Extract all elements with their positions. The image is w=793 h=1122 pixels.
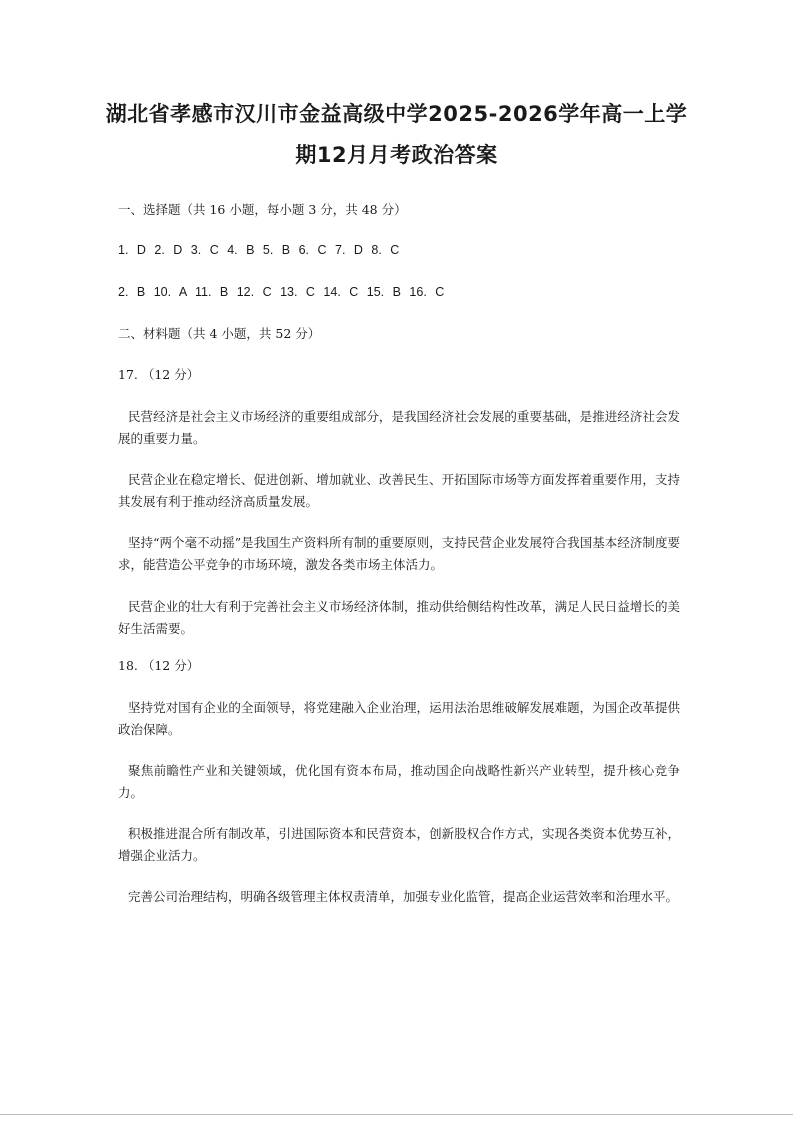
q17-label: 17. （12 分） bbox=[118, 367, 200, 382]
q17-paragraph-4: 民营企业的壮大有利于完善社会主义市场经济体制，推动供给侧结构性改革，满足人民日益增长的美好生活需要。 bbox=[118, 599, 680, 636]
section1-heading: 一、选择题（共 16 小题，每小题 3 分，共 48 分） bbox=[118, 202, 407, 217]
q17-paragraph-3: 坚持“两个毫不动摇”是我国生产资料所有制的重要原则，支持民营企业发展符合我国基本经济制度要求，能营造公平竞争的市场环境，激发各类市场主体活力。 bbox=[118, 535, 680, 572]
q18-paragraph-4: 完善公司治理结构，明确各级管理主体权责清单，加强专业化监管，提高企业运营效率和治理水平。 bbox=[128, 889, 679, 904]
answers-row-2: 2. B 10. A 11. B 12. C 13. C 14. C 15. B 16. C bbox=[118, 285, 445, 299]
q18-paragraph-3: 积极推进混合所有制改革，引进国际资本和民营资本，创新股权合作方式，实现各类资本优势互补，增强企业活力。 bbox=[118, 826, 680, 863]
q17-paragraph-1: 民营经济是社会主义市场经济的重要组成部分，是我国经济社会发展的重要基础，是推进经济社会发展的重要力量。 bbox=[118, 409, 680, 446]
section2-heading: 二、材料题（共 4 小题，共 52 分） bbox=[118, 326, 321, 341]
q18-label: 18. （12 分） bbox=[118, 658, 200, 673]
document-title-line2: 期12月月考政治答案 bbox=[295, 143, 498, 167]
document-title-line1: 湖北省孝感市汉川市金益高级中学2025-2026学年高一上学 bbox=[105, 102, 688, 126]
answers-row-1: 1. D 2. D 3. C 4. B 5. B 6. C 7. D 8. C bbox=[118, 243, 400, 257]
q17-paragraph-2: 民营企业在稳定增长、促进创新、增加就业、改善民生、开拓国际市场等方面发挥着重要作用，支持其发展有利于推动经济高质量发展。 bbox=[118, 472, 680, 509]
page-bottom-rule bbox=[0, 1114, 793, 1115]
q18-paragraph-1: 坚持党对国有企业的全面领导，将党建融入企业治理，运用法治思维破解发展难题，为国企改革提供政治保障。 bbox=[118, 700, 680, 737]
q18-paragraph-2: 聚焦前瞻性产业和关键领域，优化国有资本布局，推动国企向战略性新兴产业转型，提升核心竞争力。 bbox=[118, 763, 680, 800]
